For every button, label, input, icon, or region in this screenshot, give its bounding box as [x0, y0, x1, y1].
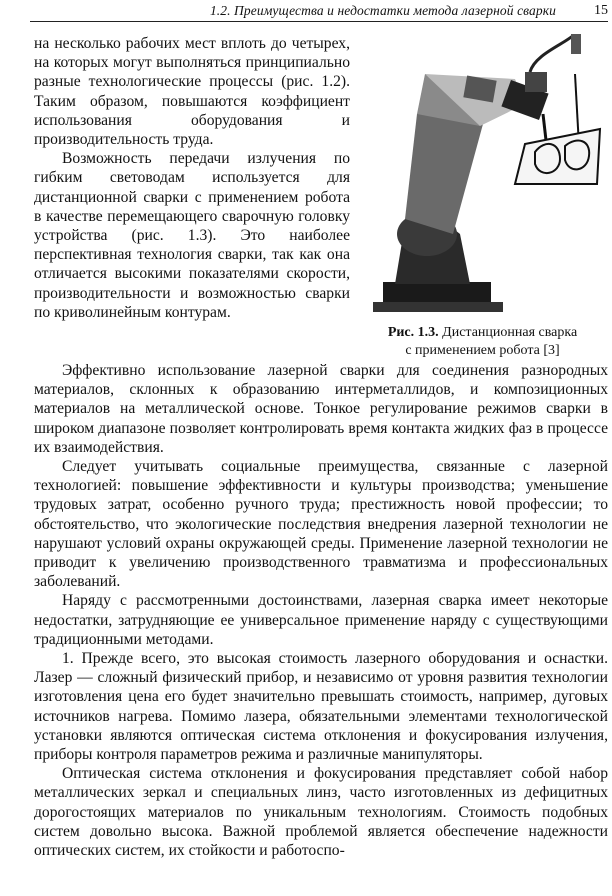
figure-label: Рис. 1.3. — [387, 325, 439, 340]
robot-welding-illustration — [365, 34, 605, 319]
caption-line-2: с применением робота [3] — [405, 343, 560, 358]
caption-line-1: Дистанционная сварка — [442, 325, 578, 340]
page-number: 15 — [594, 3, 608, 18]
paragraph: Следует учитывать социальные преимущества, связанные с лазерной технологией: повышение эффективности и культуры производства; уменьшение трудовых затрат, особенно ручного труда; престижность новой профессии; то обстоятельство, что экологические последствия внедрения лазерной технологии не нарушают условий охраны окружающей среды. Применение лазерной технологии не приводит к увеличению производственного травматизма и профессиональных заболеваний. — [34, 458, 608, 591]
paragraph: Наряду с рассмотренными достоинствами, лазерная сварка имеет некоторые недостатки, затрудняющие ее универсальное применение наряду с существующими традиционными методами. — [34, 592, 608, 648]
paragraph: Возможность передачи излучения по гибким световодам используется для дистанционной сварки с применением робота в качестве перемещающего сварочную головку устройства (рис. 1.3). Это наиболее перспективная технология сварки, так как она отличается высокими показателями скорости, производительности и возможностью сварки по криволинейным контурам. — [34, 150, 350, 321]
paragraph: 1. Прежде всего, это высокая стоимость лазерного оборудования и оснастки. Лазер — сложный физический прибор, и независимо от уровня развития технологии изготовления цена его будет значительно превышать стоимость, например, дуговых источников нагрева. Помимо лазера, обязательными элементами технологической установки являются оптическая система отклонения и фокусирования излучения, приборы контроля параметров режима и различные манипуляторы. — [34, 650, 608, 764]
running-title: 1.2. Преимущества и недостатки метода лазерной сварки — [209, 3, 556, 18]
left-column-text — [34, 34, 350, 322]
paragraph: Оптическая система отклонения и фокусирования представляет собой набор металлических зеркал и специальных линз, часто изготовленных из дефицитных дорогостоящих материалов по уникальным технологиям. Стоимость подобных систем довольно высока. Важной проблемой является обеспечение надежности оптических систем, их стойкости и работоспо- — [34, 765, 608, 860]
paragraph: Эффективно использование лазерной сварки для соединения разнородных материалов, склонных к образованию интерметаллидов, и композиционных материалов на металлической основе. Тонкое регулирование режимов сварки в широком диапазоне позволяет контролировать время контакта жидких фаз в процессе их взаимодействия. — [34, 362, 608, 456]
figure-caption — [355, 324, 610, 360]
running-header — [30, 2, 608, 22]
figure-robot — [355, 34, 610, 364]
full-width-text — [34, 361, 608, 860]
paragraph: на несколько рабочих мест вплоть до четырех, на которых могут выполняться принципиально разные технологические процессы (рис. 1.2). Таким образом, повышаются коэффициент использования оборудования и производительность труда. — [34, 35, 350, 149]
